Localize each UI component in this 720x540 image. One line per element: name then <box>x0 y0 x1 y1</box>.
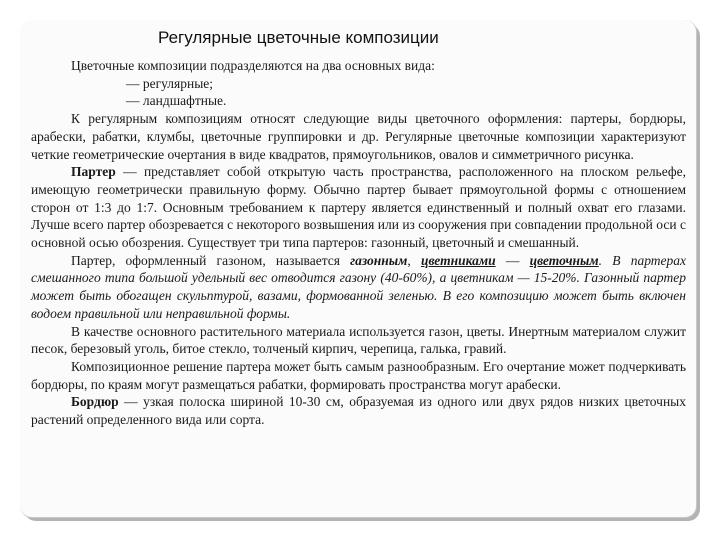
paragraph-intro: Цветочные композиции подразделяются на два основных вида: <box>71 58 435 73</box>
parter-definition: — представляет собой открытую часть пространства, расположенного на плоском рельефе, имеющую геометрически правильную форму. Обычно партер бывает прямоугольной формы с отношением сторон от 1:3 до 1:7. Основным требованием к партеру является единственный и полный охват его глазами. Лучше всего партер обозревается с некоторого возвышения или из сооружения при совпадении продольной оси с основной осью обозрения. Существует три типа партеров: газонный, цветочный и смешанный. <box>31 164 686 251</box>
term-separator: — <box>495 252 530 268</box>
paragraph-border <box>31 393 686 428</box>
lawn-parter-lead: Партер, оформленный газоном, называется <box>71 252 351 268</box>
term-border: Бордюр <box>71 394 119 410</box>
border-definition: — узкая полоска шириной 10-30 см, образуемая из одного или двух рядов низких цветочных растений определенного вида или сорта. <box>31 394 686 428</box>
list-item-landscape: — ландшафтные. <box>126 93 227 109</box>
term-lawn: газонным <box>350 252 408 268</box>
list-item-regular: — регулярные; <box>126 75 214 91</box>
paragraph-lawn-parter <box>31 252 686 323</box>
paragraph-parter <box>31 163 686 252</box>
paragraph-composition-solution: Композиционное решение партера может быть самым разнообразным. Его очертание может подчеркивать бордюры, по краям могут размещаться рабатки, формировать пространства могут арабески. <box>31 358 686 392</box>
term-separator: , <box>407 252 421 268</box>
term-parter: Партер <box>71 164 116 180</box>
mixed-parter-italic-text: . В партерах смешанного типа большой удельный вес отводится газону (40-60%), а цветникам — 15-20%. Газонный партер может быть обогащен скульптурой, вазами, формованной зеленью. В его композицию может быть включен водоем правильной или неправильной формы. <box>31 252 686 321</box>
document-body <box>31 57 686 429</box>
paragraph-regular-compositions: К регулярным композициям относят следующие виды цветочного оформления: партеры, бордюры, арабески, рабатки, клумбы, цветочные группировки и др. Регулярные цветочные композиции характеризуют четкие геометрические очертания в виде квадратов, прямоугольников, овалов и симметричного рисунка. <box>31 111 686 162</box>
paragraph-materials: В качестве основного растительного материала используется газон, цветы. Инертным материалом служит песок, березовый уголь, битое стекло, толченый кирпич, черепица, галька, гравий. <box>31 323 686 357</box>
term-flower: цветочным <box>529 252 599 268</box>
term-flowerbeds: цветниками <box>420 252 496 268</box>
page-title: Регулярные цветочные композиции <box>158 28 439 47</box>
